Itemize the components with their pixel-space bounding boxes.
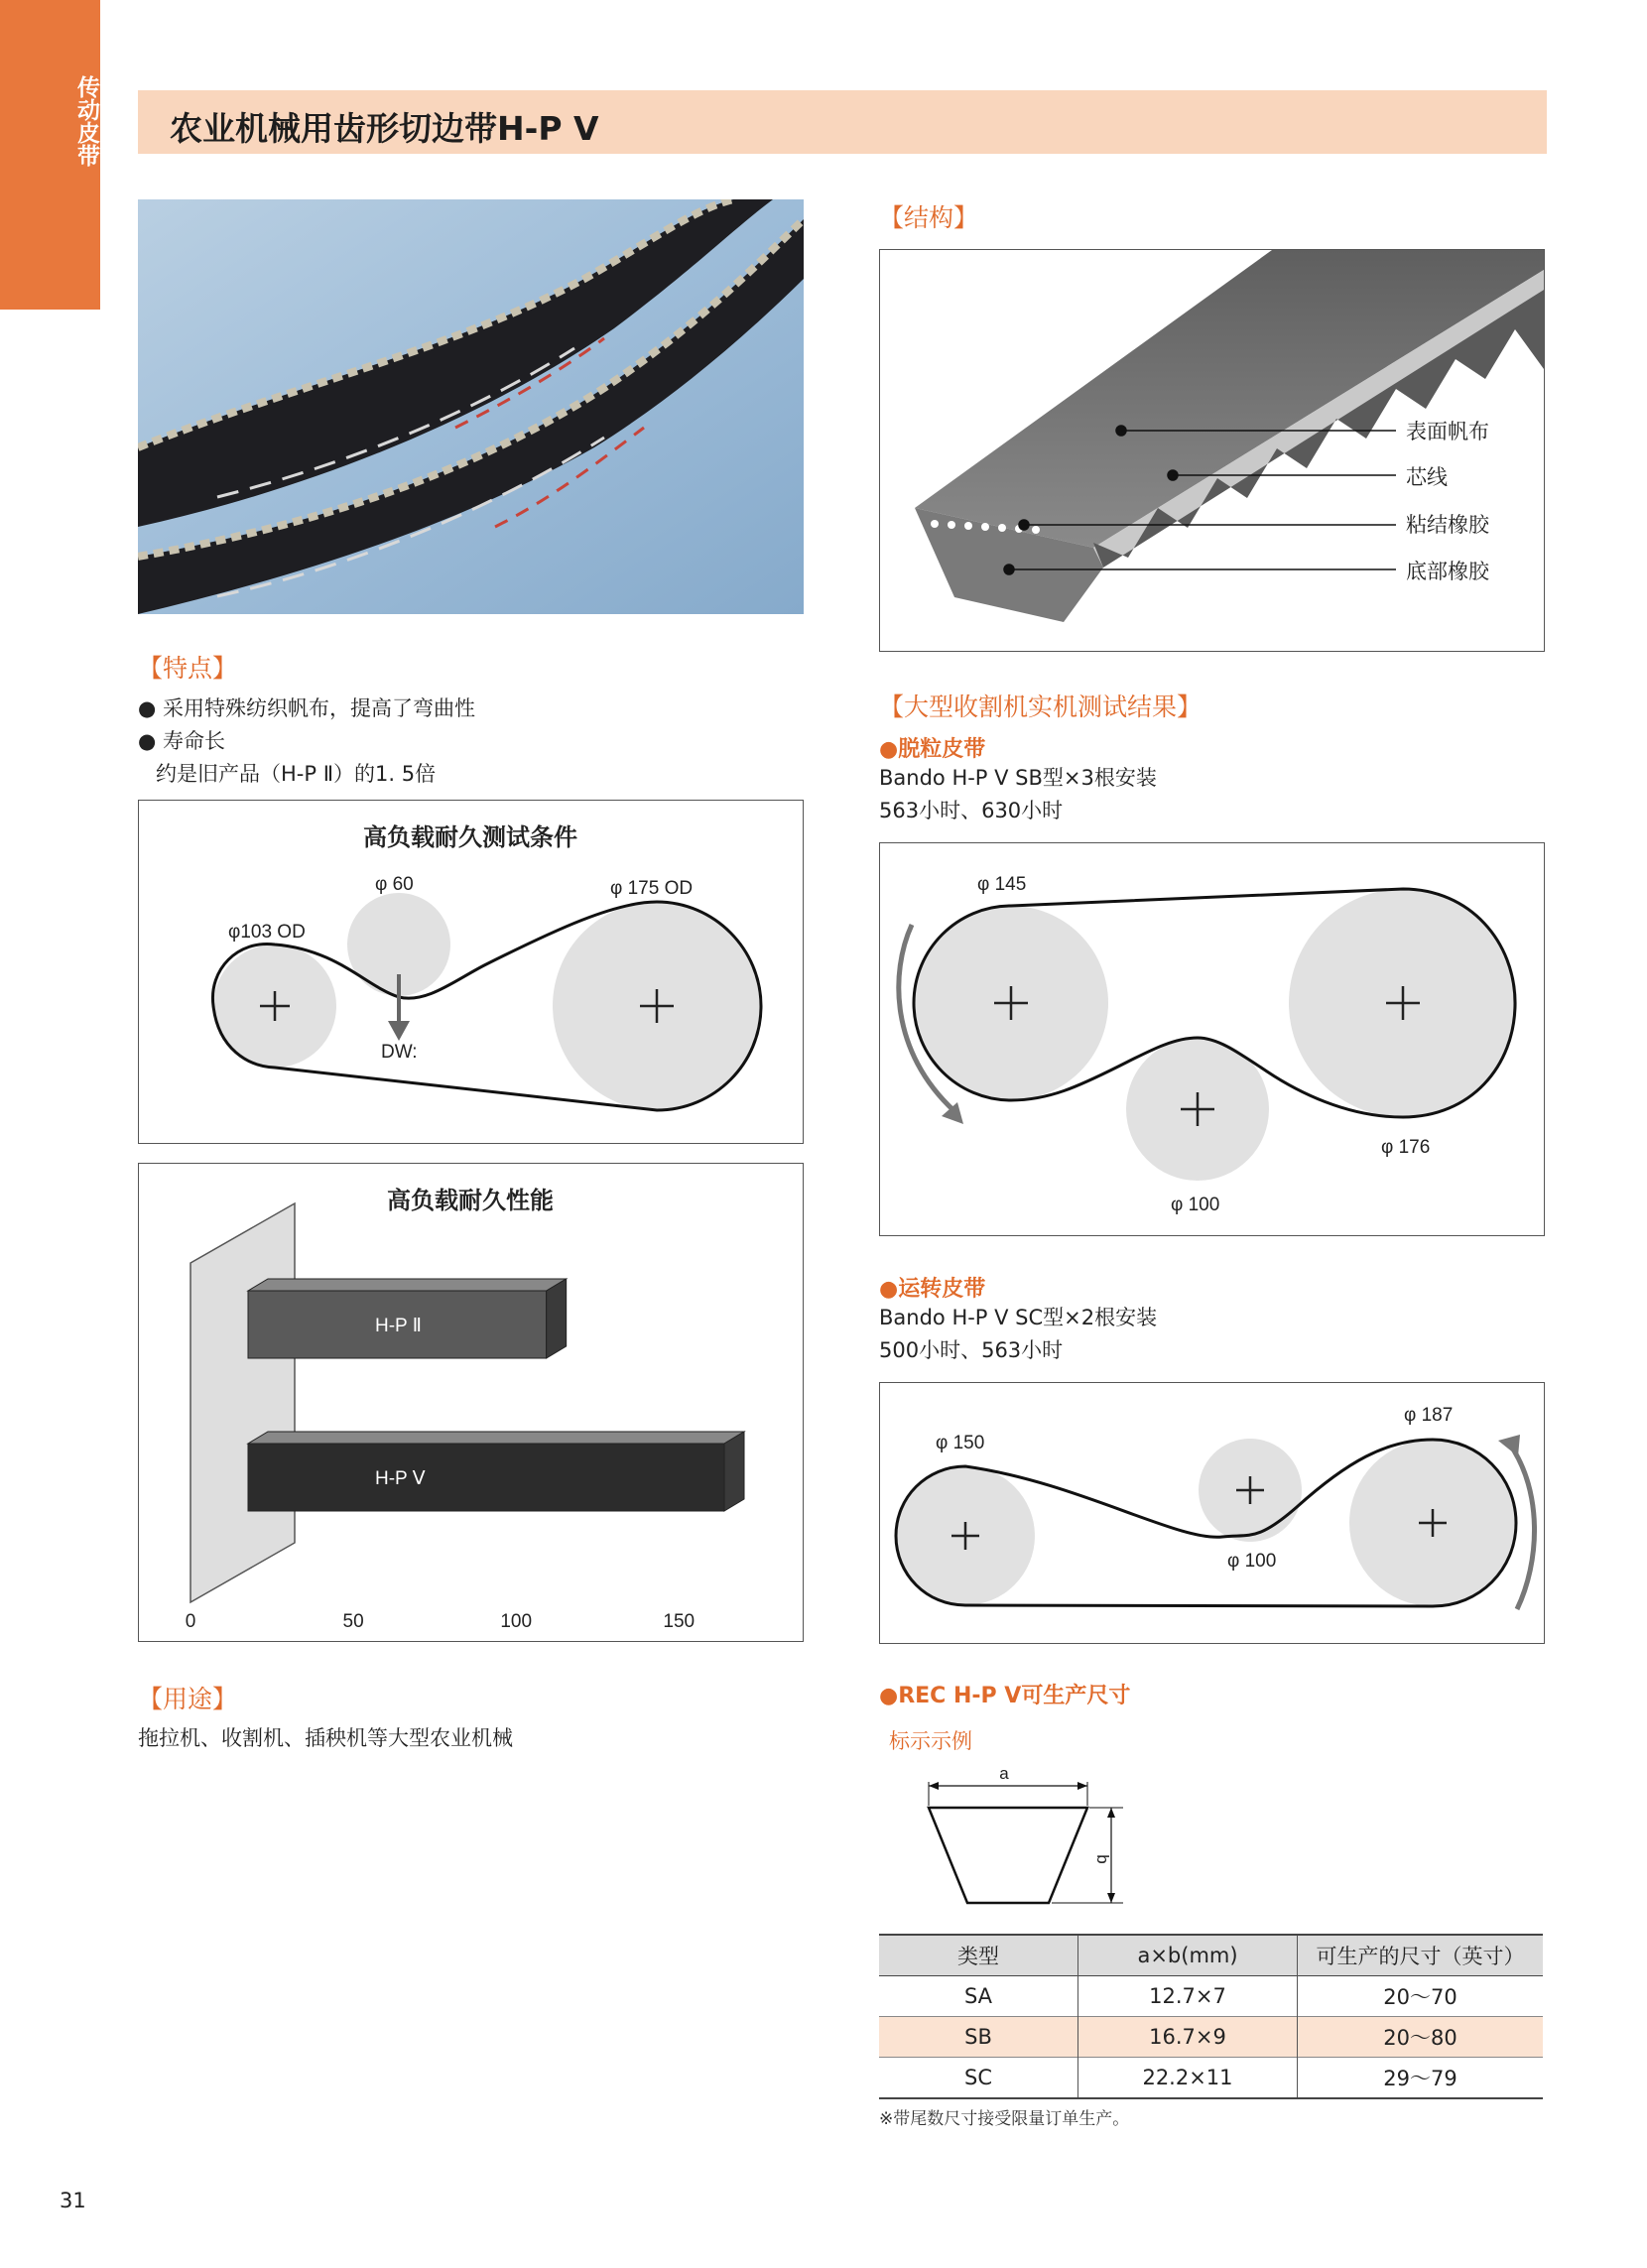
- cell-type: SC: [879, 2058, 1078, 2099]
- example-label: 标示示例: [889, 1729, 972, 1753]
- label-adhesion-rubber: 粘结橡胶: [1406, 514, 1489, 537]
- drive-text: [879, 1302, 1157, 1367]
- threshing-text: [879, 762, 1157, 827]
- structure-diagram: [879, 249, 1545, 652]
- chart-back-panel: [190, 1203, 295, 1602]
- label-phi-150: φ 150: [936, 1433, 985, 1453]
- load-arrow-head: [388, 1021, 410, 1041]
- x-tick-label: 150: [663, 1611, 696, 1632]
- label-dw: DW:: [381, 1042, 418, 1063]
- product-photo: [138, 199, 804, 614]
- x-tick-label: 50: [342, 1611, 364, 1632]
- label-phi-103: φ103 OD: [228, 922, 306, 943]
- col-header-dimension: a×b(mm): [1078, 1935, 1298, 1976]
- test-conditions-diagram: [138, 800, 804, 1144]
- structure-heading: 【结构】: [879, 203, 979, 232]
- cell-dimension: 16.7×9: [1078, 2017, 1298, 2058]
- belt-top-surface: [915, 250, 1544, 548]
- label-phi-176: φ 176: [1381, 1137, 1431, 1158]
- v-section-shape: [929, 1808, 1087, 1903]
- label-phi-187: φ 187: [1404, 1405, 1454, 1426]
- label-phi-100: φ 100: [1227, 1551, 1277, 1572]
- sizes-heading: ●REC H-P Ⅴ可生产尺寸: [879, 1684, 1131, 1708]
- x-tick-label: 100: [500, 1611, 533, 1632]
- table-row: [879, 2058, 1543, 2099]
- threshing-line: Bando H-P Ⅴ SB型×3根安装: [879, 766, 1157, 790]
- table-note: ※带尾数尺寸接受限量订单生产。: [879, 2109, 1130, 2129]
- performance-chart: [138, 1163, 804, 1642]
- test-conditions-title: 高负载耐久测试条件: [363, 823, 577, 851]
- section-dimension-diagram: [913, 1756, 1151, 1915]
- features-list: [138, 693, 475, 791]
- feature-detail: 约是旧产品（H-P Ⅱ）的1. 5倍: [156, 762, 437, 786]
- bar-label: H-P Ⅱ: [375, 1316, 423, 1336]
- cell-type: SB: [879, 2017, 1078, 2058]
- threshing-heading: ●脱粒皮带: [879, 737, 986, 762]
- feature-item: ● 采用特殊纺织帆布，提高了弯曲性: [138, 696, 475, 720]
- label-phi-60: φ 60: [375, 874, 414, 895]
- threshing-belt-diagram: [879, 842, 1545, 1236]
- cell-sizes: 20～80: [1383, 2026, 1457, 2050]
- table-header-row: [879, 1935, 1543, 1976]
- section-tab-label: 传动皮带: [73, 75, 99, 167]
- dim-label-a: a: [999, 1764, 1009, 1783]
- col-header-type: 类型: [879, 1935, 1078, 1976]
- size-table: [879, 1934, 1543, 2099]
- label-phi-145: φ 145: [977, 874, 1027, 895]
- drive-line: Bando H-P Ⅴ SC型×2根安装: [879, 1306, 1158, 1329]
- rotation-arrow-head: [942, 1102, 963, 1124]
- label-cover-fabric: 表面帆布: [1406, 421, 1489, 443]
- bar-hp-v: [248, 1432, 744, 1511]
- label-cord: 芯线: [1406, 466, 1448, 489]
- cell-dimension: 22.2×11: [1078, 2058, 1298, 2099]
- col-header-sizes: 可生产的尺寸（英寸）: [1316, 1945, 1525, 1968]
- page-title: 农业机械用齿形切边带H-P Ⅴ: [170, 109, 599, 148]
- table-row: [879, 2017, 1543, 2058]
- bar-label: H-P Ⅴ: [375, 1468, 426, 1489]
- bar-hp-ii: [248, 1279, 567, 1358]
- threshing-line: 563小时、630小时: [879, 799, 1064, 822]
- usage-text: 拖拉机、收割机、插秧机等大型农业机械: [138, 1726, 513, 1750]
- cell-type: SA: [879, 1976, 1078, 2017]
- drive-belt-diagram: [879, 1382, 1545, 1644]
- cell-sizes: 20～70: [1383, 1985, 1457, 2009]
- rotation-arrow-head: [1498, 1435, 1520, 1456]
- features-heading: 【特点】: [138, 654, 238, 683]
- drive-line: 500小时、563小时: [879, 1338, 1064, 1362]
- performance-chart-title: 高负载耐久性能: [387, 1187, 554, 1214]
- table-row: [879, 1976, 1543, 2017]
- label-bottom-rubber: 底部橡胶: [1406, 561, 1489, 583]
- feature-item: ● 寿命长: [138, 729, 225, 753]
- x-tick-label: 0: [185, 1611, 196, 1632]
- usage-heading: 【用途】: [138, 1685, 238, 1713]
- size-table-wrap: [879, 1934, 1543, 2099]
- page-number: 31: [60, 2189, 86, 2212]
- cell-sizes: 29～79: [1383, 2067, 1457, 2090]
- harvester-heading: 【大型收割机实机测试结果】: [879, 693, 1203, 721]
- label-phi-175: φ 175 OD: [610, 878, 694, 899]
- label-phi-100: φ 100: [1171, 1195, 1220, 1215]
- cell-dimension: 12.7×7: [1078, 1976, 1298, 2017]
- section-tab: [0, 0, 100, 310]
- drive-heading: ●运转皮带: [879, 1277, 986, 1302]
- dim-label-b: b: [1093, 1854, 1112, 1864]
- title-bar: [138, 90, 1547, 154]
